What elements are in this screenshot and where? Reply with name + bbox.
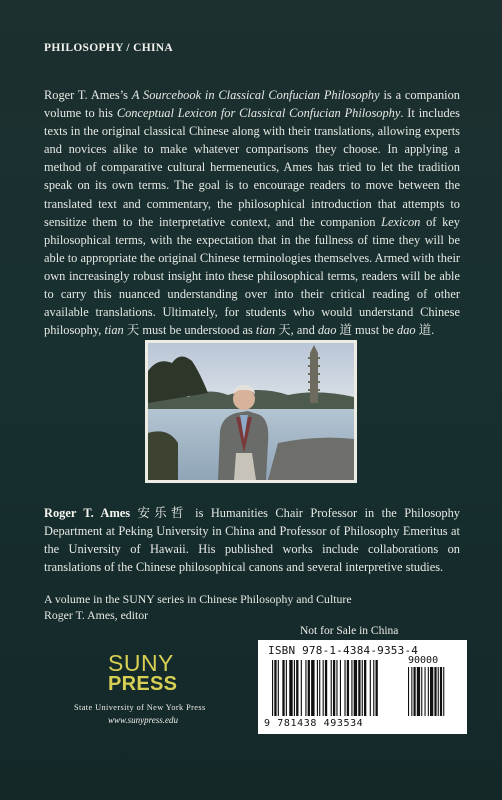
price-bar — [440, 667, 442, 716]
barcode-bar — [333, 660, 335, 716]
not-for-sale-notice: Not for Sale in China — [300, 625, 399, 637]
price-bar — [417, 667, 420, 716]
barcode-bar — [370, 660, 371, 716]
price-bar — [443, 667, 444, 716]
price-bar — [425, 667, 426, 716]
author-name: Roger T. Ames — [44, 506, 131, 520]
barcode-bar — [323, 660, 324, 716]
suny-logo: SUNY — [108, 650, 174, 676]
barcode-bar — [336, 660, 337, 716]
price-bar — [421, 667, 422, 716]
barcode-bar — [354, 660, 357, 716]
barcode-bar — [294, 660, 295, 716]
author-photo — [145, 340, 357, 483]
barcode-bar — [325, 660, 327, 716]
barcode-bar — [311, 660, 314, 716]
barcode-bar — [340, 660, 341, 716]
barcode-bar — [373, 660, 374, 716]
barcode-bar — [308, 660, 310, 716]
publisher-website: www.sunypress.edu — [108, 715, 179, 725]
price-bar — [414, 667, 416, 716]
series-editor: Roger T. Ames, editor — [44, 608, 149, 622]
barcode-bar — [319, 660, 320, 716]
category-label: PHILOSOPHY / CHINA — [44, 42, 173, 54]
book-description: Roger T. Ames’s A Sourcebook in Classical Confucian Philosophy is a companion volume to his Conceptual Lexicon for Classical Confucian Philosophy. It includes texts in the original classical Chinese along with their translations, allowing experts and novices alike to make whatever comparisons they choose. In applying a method of comparative cultural hermeneutics, Ames has tried to let the tradition speak on its own terms. The goal is to encourage readers to move between the translated text and commentary, the philosophical introduction that attempts to sensitize them to the interpretative context, and the companion Lexicon of key philosophical terms, with the expectation that in the fullness of time they will be able to appropriate the original Chinese terminologies themselves. Armed with their own increasingly robust insight into these philosophical terms, readers will be able to carry this nuanced understanding over into their critical reading of other available translations. Ultimately, for students who would understand Chinese philosophy, tian 天 must be understood as tian 天, and dao 道 must be dao 道. — [44, 88, 461, 338]
barcode-bar — [351, 660, 352, 716]
price-bar — [438, 667, 439, 716]
price-bar — [408, 667, 409, 716]
price-code: 90000 — [408, 655, 439, 666]
author-bio: Roger T. Ames 安乐哲 is Humanities Chair Professor in the Philosophy Department at Peking University in China and Professor of Philosophy Emeritus at the University of Hawaii. His published works include collaborations on translations of the Chinese philosophical canons and several interpretive studies. — [44, 506, 460, 575]
series-title: A volume in the SUNY series in Chinese Philosophy and Culture — [44, 592, 352, 606]
barcode-bar — [376, 660, 378, 716]
price-bar — [428, 667, 429, 716]
barcode-bar — [362, 660, 363, 716]
series-info — [44, 591, 352, 623]
barcode-bar — [274, 660, 276, 716]
barcode-bar — [331, 660, 332, 716]
isbn-number: ISBN 978-1-4384-9353-4 — [268, 644, 419, 657]
barcode-bar — [317, 660, 318, 716]
barcode-bar — [272, 660, 273, 716]
price-bar — [411, 667, 412, 716]
barcode-bar — [286, 660, 287, 716]
barcode-bar — [305, 660, 306, 716]
publisher-name: State University of New York Press — [74, 703, 206, 712]
author-photo-illustration — [148, 343, 354, 480]
barcode-bar — [358, 660, 360, 716]
barcode-bar — [301, 660, 302, 716]
barcode-bar — [347, 660, 349, 716]
barcode-bar — [296, 660, 298, 716]
barcode-bar — [289, 660, 292, 716]
price-bar — [434, 667, 436, 716]
ean-digits: 9 781438 493534 — [264, 718, 364, 729]
press-logo: PRESS — [108, 673, 178, 695]
barcode — [258, 640, 467, 734]
barcode-bar — [278, 660, 279, 716]
price-bar — [430, 667, 433, 716]
barcode-bar — [282, 660, 284, 716]
barcode-bar — [344, 660, 345, 716]
barcode-bar — [364, 660, 366, 716]
